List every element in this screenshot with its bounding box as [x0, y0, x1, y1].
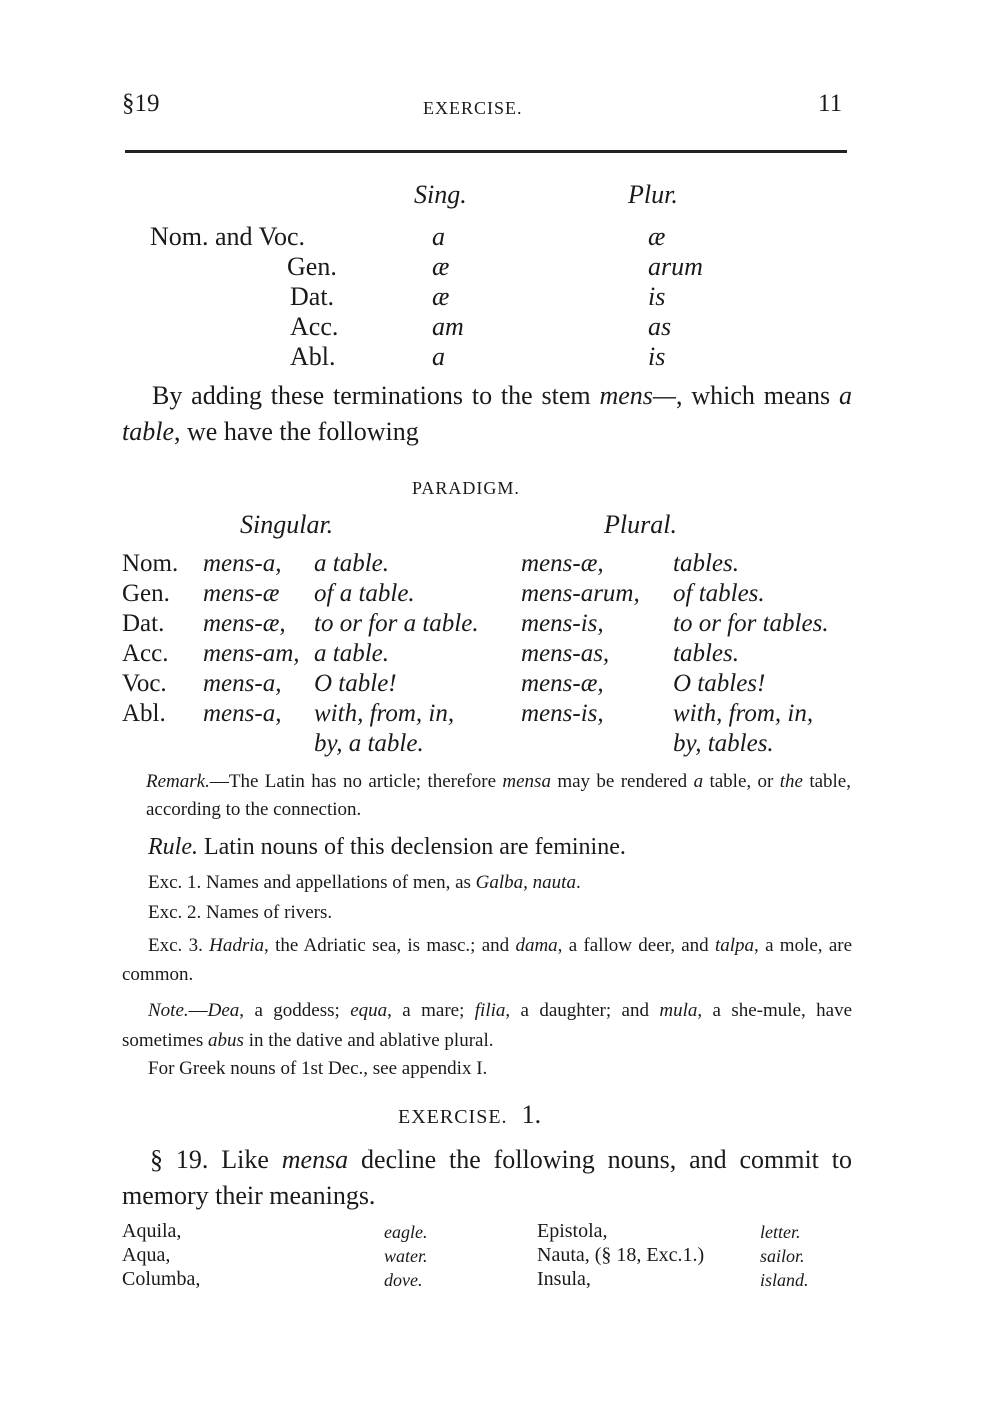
paradigm-singular-heading: Singular.	[240, 510, 334, 539]
vocab-english: letter.	[760, 1222, 801, 1242]
running-title: EXERCISE.	[423, 98, 523, 118]
paradigm-sing-form: mens-æ,	[203, 610, 286, 637]
endings-plur: æ	[648, 222, 666, 251]
endings-sing: æ	[432, 282, 450, 311]
vocab-latin: Columba,	[122, 1268, 201, 1290]
paradigm-plur-meaning: of tables.	[673, 580, 765, 607]
note-paragraph: Note.—Dea, a goddess; equa, a mare; filia, a daughter; and mula, a she-mule, have sometimes abus in the dative and ablative plural.	[122, 1000, 853, 1051]
endings-sing: a	[432, 222, 445, 251]
paradigm-sing-form: mens-a,	[203, 670, 282, 697]
vocab-latin: Aqua,	[122, 1244, 171, 1266]
paradigm-plur-form: mens-æ,	[521, 670, 604, 697]
vocab-latin: Epistola,	[537, 1220, 608, 1242]
endings-col-singular: Sing.	[414, 180, 467, 209]
section-number: §19	[122, 90, 160, 117]
paradigm-plur-meaning: O tables!	[673, 670, 766, 697]
paradigm-sing-form: mens-æ	[203, 580, 280, 607]
greek-nouns-note: For Greek nouns of 1st Dec., see appendix I.	[148, 1058, 488, 1079]
vocab-english: sailor.	[760, 1246, 805, 1266]
paradigm-sing-meaning: a table.	[314, 550, 389, 577]
endings-plur: is	[648, 342, 666, 371]
endings-sing: am	[432, 312, 464, 341]
vocab-english: dove.	[384, 1270, 423, 1290]
paradigm-plur-form: mens-as,	[521, 640, 610, 667]
exercise-heading: EXERCISE. 1.	[398, 1100, 542, 1129]
paradigm-plur-form: mens-is,	[521, 700, 604, 727]
endings-plur: arum	[648, 252, 703, 281]
intro-paragraph: By adding these terminations to the stem mens—, which means a table, we have the following	[122, 381, 852, 446]
header-rule	[125, 150, 847, 153]
paradigm-sing-meaning: a table.	[314, 640, 389, 667]
paradigm-case: Nom.	[122, 550, 179, 577]
paradigm-abl-continuation-singular: by, a table.	[314, 730, 424, 757]
paradigm-plur-meaning: tables.	[673, 550, 739, 577]
endings-case: Dat.	[290, 282, 335, 311]
endings-case: Abl.	[290, 342, 336, 371]
endings-col-plural: Plur.	[628, 180, 678, 209]
paradigm-sing-meaning: to or for a table.	[314, 610, 479, 637]
paradigm-plur-meaning: with, from, in,	[673, 700, 814, 727]
paradigm-plur-meaning: tables.	[673, 640, 739, 667]
exercise-instruction: § 19. Like mensa decline the following nouns, and commit to memory their meanings.	[122, 1145, 852, 1210]
page-number: 11	[818, 90, 843, 117]
endings-case: Nom. and Voc.	[150, 222, 306, 251]
paradigm-case: Abl.	[122, 700, 166, 727]
paradigm-sing-meaning: of a table.	[314, 580, 415, 607]
paradigm-abl-continuation-plural: by, tables.	[673, 730, 774, 757]
exception-2: Exc. 2. Names of rivers.	[148, 902, 333, 923]
exception-3: Exc. 3. Hadria, the Adriatic sea, is masc.; and dama, a fallow deer, and talpa, a mole, are common.	[122, 935, 853, 985]
paradigm-plur-form: mens-is,	[521, 610, 604, 637]
endings-sing: æ	[432, 252, 450, 281]
paradigm-sing-form: mens-a,	[203, 550, 282, 577]
paradigm-sing-meaning: O table!	[314, 670, 397, 697]
vocab-latin: Aquila,	[122, 1220, 182, 1242]
paradigm-case: Dat.	[122, 610, 165, 637]
paradigm-sing-form: mens-a,	[203, 700, 282, 727]
rule-statement: Rule. Latin nouns of this declension are feminine.	[148, 834, 626, 860]
paradigm-plur-meaning: to or for tables.	[673, 610, 829, 637]
endings-sing: a	[432, 342, 445, 371]
paradigm-sing-meaning: with, from, in,	[314, 700, 455, 727]
endings-plur: as	[648, 312, 672, 341]
paradigm-case: Gen.	[122, 580, 170, 607]
paradigm-plur-form: mens-æ,	[521, 550, 604, 577]
paradigm-plur-form: mens-arum,	[521, 580, 640, 607]
vocab-english: eagle.	[384, 1222, 428, 1242]
paradigm-case: Voc.	[122, 670, 167, 697]
vocab-english: island.	[760, 1270, 809, 1290]
paradigm-case: Acc.	[122, 640, 169, 667]
endings-case: Acc.	[290, 312, 339, 341]
vocab-latin: Nauta, (§ 18, Exc.1.)	[537, 1244, 705, 1266]
remark-paragraph: Remark.—The Latin has no article; therefore mensa may be rendered a table, or the table, according to the connection.	[146, 771, 851, 820]
paradigm-plural-heading: Plural.	[604, 510, 677, 539]
vocab-latin: Insula,	[537, 1268, 591, 1290]
endings-case: Gen.	[287, 252, 337, 281]
paradigm-sing-form: mens-am,	[203, 640, 300, 667]
paradigm-title: PARADIGM.	[412, 478, 520, 498]
exception-1: Exc. 1. Names and appellations of men, as Galba, nauta.	[148, 872, 581, 893]
endings-plur: is	[648, 282, 666, 311]
vocab-english: water.	[384, 1246, 428, 1266]
